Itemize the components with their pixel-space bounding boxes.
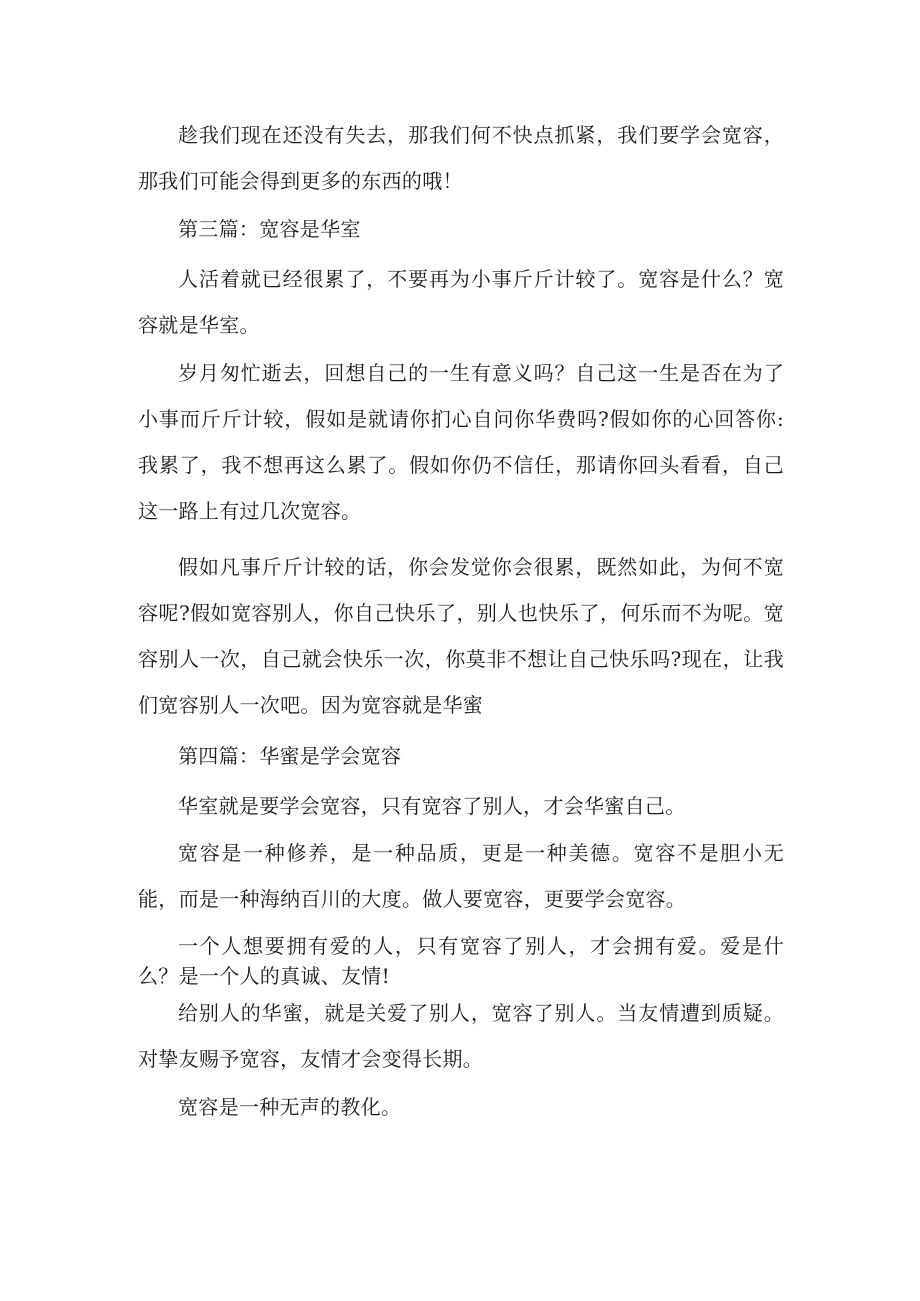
paragraph-3: 岁月匆忙逝去，回想自己的一生有意义吗？自己这一生是否在为了小事而斤斤计较，假如是就请你扪心自问你华费吗?假如你的心回答你:我累了，我不想再这么累了。假如你仍不信任，那请你回头看看，自己这一路上有过几次宽容。 [138, 361, 784, 523]
paragraph-9: 宽容是一种无声的教化。 [178, 1095, 402, 1119]
section-heading-3: 第三篇：宽容是华室 [178, 217, 361, 241]
paragraph-4: 假如凡事斤斤计较的话，你会发觉你会很累，既然如此，为何不宽容呢?假如宽容别人，你自己快乐了，别人也快乐了，何乐而不为呢。宽容别人一次，自己就会快乐一次，你莫非不想让自己快乐吗?现在，让我们宽容别人一次吧。因为宽容就是华蜜 [138, 555, 784, 717]
paragraph-8: 给别人的华蜜，就是关爱了别人，宽容了别人。当友情遭到质疑。对挚友赐予宽容，友情才会变得长期。 [138, 1001, 784, 1071]
section-heading-4: 第四篇：华蜜是学会宽容 [178, 744, 402, 768]
paragraph-1: 趁我们现在还没有失去，那我们何不快点抓紧，我们要学会宽容，那我们可能会得到更多的东西的哦！ [138, 123, 784, 193]
paragraph-5: 华室就是要学会宽容，只有宽容了别人，才会华蜜自己。 [178, 794, 686, 818]
paragraph-6: 宽容是一种修养，是一种品质，更是一种美德。宽容不是胆小无能，而是一种海纳百川的大度。做人要宽容，更要学会宽容。 [138, 841, 784, 911]
paragraph-7: 一个人想要拥有爱的人，只有宽容了别人，才会拥有爱。爱是什么？是一个人的真诚、友情! [138, 934, 784, 988]
paragraph-2: 人活着就已经很累了，不要再为小事斤斤计较了。宽容是什么？宽容就是华室。 [138, 267, 784, 337]
